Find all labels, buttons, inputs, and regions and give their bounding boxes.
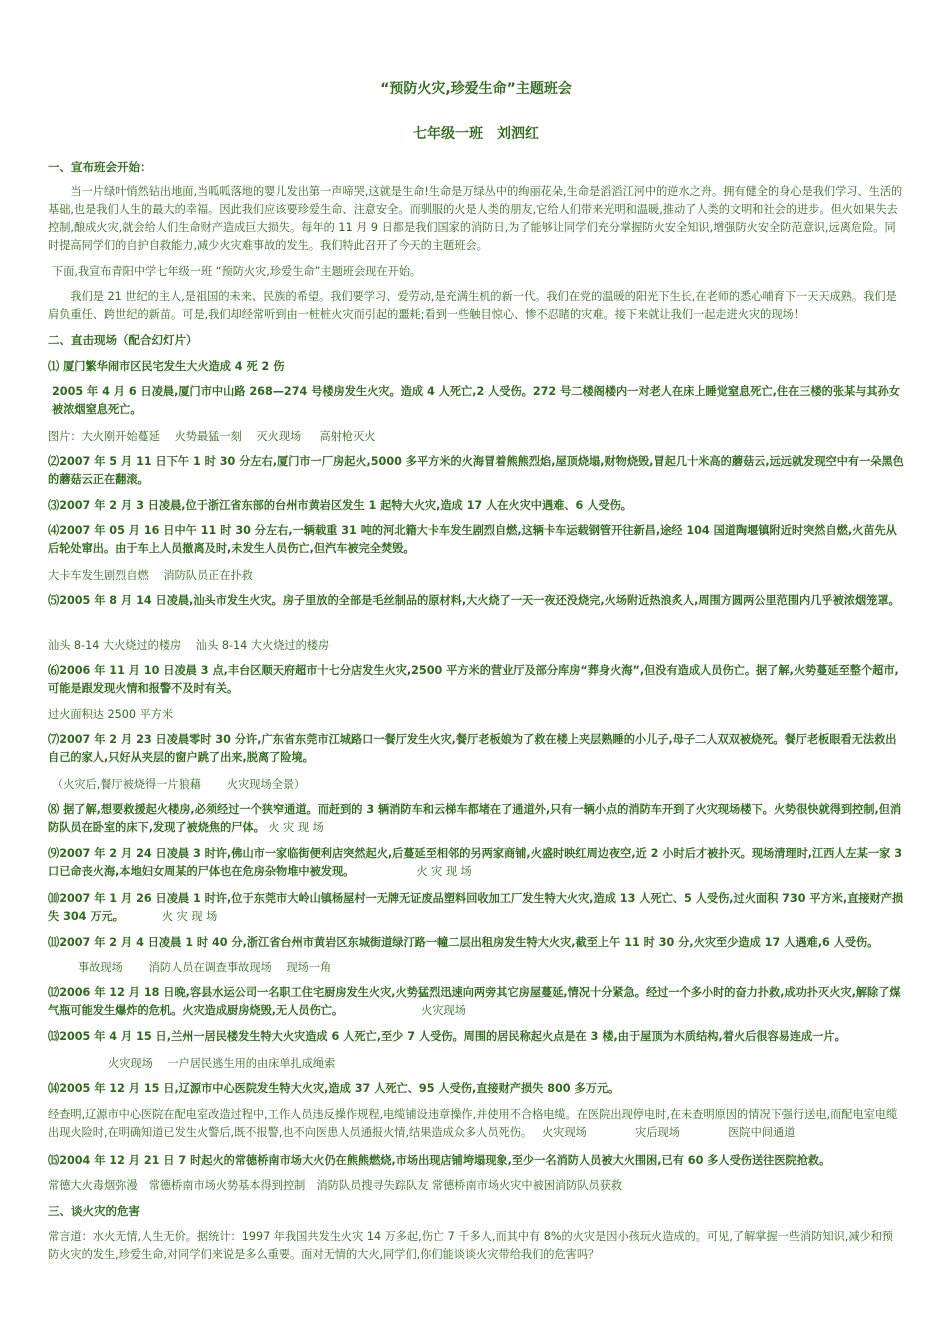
case-3: ⑶2007 年 2 月 3 日凌晨,位于浙江省东部的台州市黄岩区发生 1 起特大火灾,造成 17 人在火灾中遇难、6 人受伤。: [48, 499, 632, 512]
case-9-caption: 火 灾 现 场: [416, 865, 472, 878]
case-13: ⒀2005 年 4 月 15 日,兰州一居民楼发生特大火灾造成 6 人死亡,至少 7 人受伤。周围的居民称起火点是在 3 楼,由于屋顶为木质结构,着火后很容易连成一片。: [48, 1030, 846, 1043]
case-8-caption: 火 灾 现 场: [268, 821, 324, 834]
section-3-heading: 三、谈火灾的危害: [48, 1204, 140, 1218]
case-1-captions: 图片：大火刚开始蔓延 火势最猛一刻 灭火现场 高射枪灭火: [48, 430, 376, 443]
case-8: [48, 801, 904, 837]
case-12: [48, 984, 904, 1020]
case-2: ⑵2007 年 5 月 11 日下午 1 时 30 分左右,厦门市一厂房起火,5000 多平方米的火海冒着熊熊烈焰,屋顶烧塌,财物烧毁,冒起几十米高的蘑菇云,远远就发现空中有一朵黑色的蘑菇云正在翻滚。: [48, 455, 904, 486]
case-11-captions: 事故现场 消防人员在调查事故现场 现场一角: [78, 961, 332, 974]
case-4: ⑷2007 年 05 月 16 日中午 11 时 30 分左右,一辆载重 31 吨的河北籍大卡车发生剧烈自燃,这辆卡车运载钢管开往新昌,途经 104 国道陶堰镇附近时突然自燃,火苗先从后轮处窜出。由于车上人员撤离及时,未发生人员伤亡,但汽车被完全焚毁。: [48, 524, 897, 555]
section-1-paragraph-3: 我们是 21 世纪的主人,是祖国的未来、民族的希望。我们要学习、爱劳动,是充满生机的新一代。我们在党的温暖的阳光下生长,在老师的悉心哺育下一天天成熟。我们是肩负重任、跨世纪的新苗。可是,我们却经常听到由一桩桩火灾而引起的噩耗;看到一些触目惊心、惨不忍睹的灾难。接下来就让我们一起走进火灾的现场！: [48, 290, 897, 321]
case-5-captions: 汕头 8-14 大火烧过的楼房 汕头 8-14 大火烧过的楼房: [48, 639, 330, 652]
case-14-body: [48, 1106, 904, 1142]
case-5: ⑸2005 年 8 月 14 日凌晨,汕头市发生火灾。房子里放的全部是毛丝制品的原材料,大火烧了一天一夜还没烧完,火场附近热浪炙人,周围方圆两公里范围内几乎被浓烟笼罩。: [48, 594, 900, 607]
case-9: [48, 845, 904, 881]
case-14-captions: 火灾现场 灾后现场 医院中间通道: [542, 1126, 796, 1139]
case-4-captions: 大卡车发生剧烈自燃 消防队员正在扑救: [48, 569, 253, 582]
case-12-body: ⑿2006 年 12 月 18 日晚,容县水运公司一名职工住宅厨房发生火灾,火势猛烈迅速向两旁其它房屋蔓延,情况十分紧急。经过一个多小时的奋力扑救,成功扑灭火灾,解除了煤气瓶可能发生爆炸的危机。火灾造成厨房烧毁,无人员伤亡。: [48, 986, 901, 1017]
case-10-body: ⑽2007 年 1 月 26 日凌晨 1 时许,位于东莞市大岭山镇杨屋村一无牌无证废品塑料回收加工厂发生特大火灾,造成 13 人死亡、5 人受伤,过火面积 730 平方米,直接财产损失 304 万元。: [48, 892, 904, 923]
case-1-body: 2005 年 4 月 6 日凌晨,厦门市中山路 268—274 号楼房发生火灾。造成 4 人死亡,2 人受伤。272 号二楼阁楼内一对老人在床上睡觉窒息死亡,住在三楼的张某与其孙女被浓烟窒息死亡。: [52, 385, 900, 416]
case-6: ⑹2006 年 11 月 10 日凌晨 3 点,丰台区顺天府超市十七分店发生火灾,2500 平方米的营业厅及部分库房“葬身火海”,但没有造成人员伤亡。据了解,火势蔓延至整个超市,可能是跟发现火情和报警不及时有关。: [48, 664, 899, 695]
section-1-paragraph-2: 下面,我宣布青阳中学七年级一班 “预防火灾,珍爱生命”主题班会现在开始。: [52, 265, 422, 278]
case-14: ⒁2005 年 12 月 15 日,辽源市中心医院发生特大火灾,造成 37 人死亡、95 人受伤,直接财产损失 800 多万元。: [48, 1082, 620, 1095]
case-14-text: 经查明,辽源市中心医院在配电室改造过程中,工作人员违反操作规程,电缆铺设违章操作,并使用不合格电缆。在医院出现停电时,在未查明原因的情况下强行送电,而配电室电缆出现火险时,在明确知道已发生火警后,既不报警,也不向医患人员通报火情,结果造成众多人员死伤。: [48, 1108, 898, 1139]
case-6-captions: 过火面积达 2500 平方米: [48, 708, 174, 721]
document-title: “预防火灾,珍爱生命”主题班会: [380, 81, 572, 97]
case-1-title: ⑴ 厦门繁华闹市区民宅发生大火造成 4 死 2 伤: [48, 360, 285, 373]
case-11: ⑾2007 年 2 月 4 日凌晨 1 时 40 分,浙江省台州市黄岩区东城街道绿汀路一幢二层出租房发生特大火灾,截至上午 11 时 30 分,火灾至少造成 17 人遇难,6 人受伤。: [48, 936, 879, 949]
case-10: [48, 890, 904, 926]
section-2-heading: 二、直击现场（配合幻灯片）: [48, 333, 198, 347]
case-13-captions: 火灾现场 一户居民逃生用的由床单扎成绳索: [108, 1057, 336, 1070]
section-1-paragraph-1: 当一片绿叶悄然钻出地面,当呱呱落地的婴儿发出第一声啼哭,这就是生命!生命是万绿丛中的绚丽花朵,生命是滔滔江河中的逆水之舟。拥有健全的身心是我们学习、生活的基础,也是我们人生的最大的幸福。因此我们应该要珍爱生命、注意安全。而驯服的火是人类的朋友,它给人们带来光明和温暖,推动了人类的文明和社会的进步。但火如果失去控制,酿成火灾,就会给人们生命财产造成巨大损失。每年的 11 月 9 日都是我们国家的消防日,为了能够让同学们充分掌握防火安全知识,增强防火安全防范意识,远离危险。同时提高同学们的自护自救能力,减少火灾难事故的发生。我们特此召开了今天的主题班会。: [48, 185, 903, 252]
case-15-captions: 常德大火毒烟弥漫 常德桥南市场火势基本得到控制 消防队员搜寻失踪队友 常德桥南市场火灾中被困消防队员获救: [48, 1179, 623, 1192]
case-7-captions: （火灾后,餐厅被烧得一片狼藉 火灾现场全景）: [52, 778, 306, 791]
document-subtitle: 七年级一班 刘泗红: [413, 126, 539, 142]
case-9-body: ⑼2007 年 2 月 24 日凌晨 3 时许,佛山市一家临街便利店突然起火,后蔓延至相邻的另两家商铺,火盛时映红周边夜空,近 2 小时后才被扑灭。现场清理时,江西人左某一家 3 口已命丧火海,本地妇女周某的尸体也在危房杂物堆中被发现。: [48, 847, 903, 878]
case-10-caption: 火 灾 现 场: [161, 910, 218, 923]
case-15: ⒂2004 年 12 月 21 日 7 时起火的常德桥南市场大火仍在熊熊燃烧,市场出现店铺垮塌现象,至少一名消防人员被大火围困,已有 60 多人受伤送往医院抢救。: [48, 1154, 831, 1167]
section-1-heading: 一、宣布班会开始：: [48, 160, 152, 174]
case-12-caption: 火灾现场: [421, 1004, 466, 1017]
section-3-paragraph-1: 常言道：水火无情,人生无价。据统计：1997 年我国共发生火灾 14 万多起,伤亡 7 千多人,而其中有 8%的火灾是因小孩玩火造成的。可见,了解掌握一些消防知识,减少和预防火灾的发生,珍爱生命,对同学们来说是多么重要。面对无情的大火,同学们,你们能谈谈火灾带给我们的危害吗？: [48, 1230, 894, 1261]
case-8-body: ⑻ 据了解,想要救援起火楼房,必须经过一个狭窄通道。而赶到的 3 辆消防车和云梯车都堵在了通道外,只有一辆小点的消防车开到了火灾现场楼下。火势很快就得到控制,但消防队员在卧室的床下,发现了被烧焦的尸体。: [48, 803, 902, 834]
case-7: ⑺2007 年 2 月 23 日凌晨零时 30 分许,广东省东莞市江城路口一餐厅发生火灾,餐厅老板娘为了救在楼上夹层熟睡的小儿子,母子二人双双被烧死。餐厅老板眼看无法救出自己的家人,只好从夹层的窗户跳了出来,脱离了险境。: [48, 733, 897, 764]
